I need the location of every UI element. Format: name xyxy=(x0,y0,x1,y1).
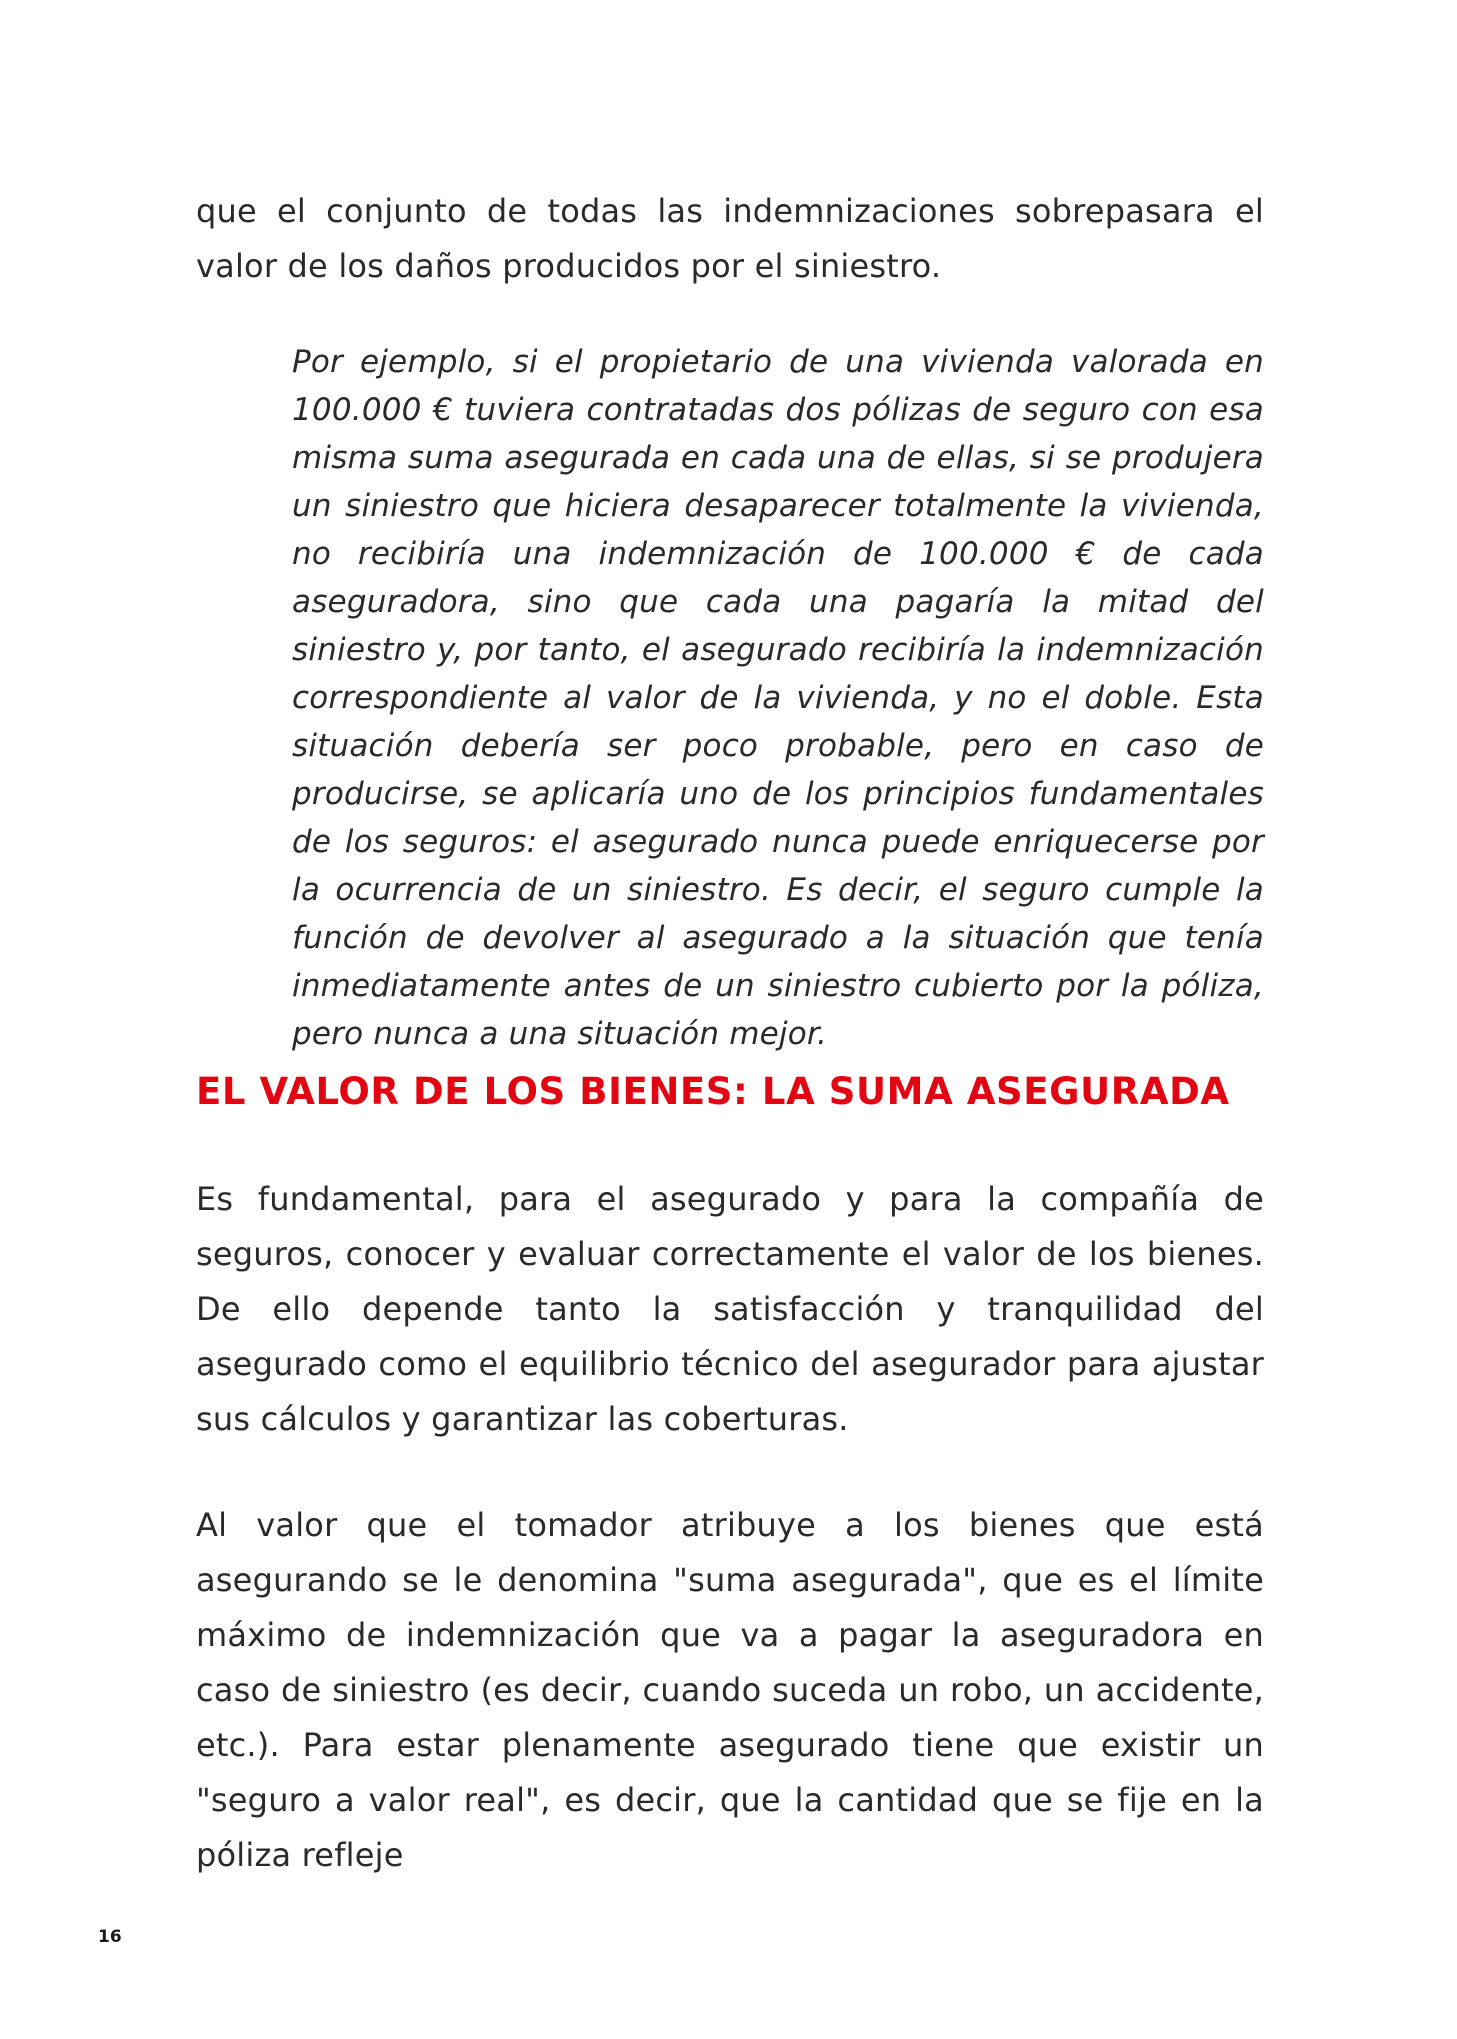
page-number: 16 xyxy=(98,1927,122,1947)
body-paragraph-2: Al valor que el tomador atribuye a los bienes que está asegurando se le denomina "suma asegurada", que es el límite máximo de indemnización que va a pagar la aseguradora en caso de siniestro (es decir, cuando suceda un robo, un accidente, etc.). Para estar plenamente asegurado tiene que existir un "seguro a valor real", es decir, que la cantidad que se fije en la póliza refleje xyxy=(196,1506,1264,1874)
example-paragraph: Por ejemplo, si el propietario de una vivienda valorada en 100.000 € tuviera contratadas dos pólizas de seguro con esa misma suma asegurada en cada una de ellas, si se produjera un siniestro que hiciera desaparecer totalmente la vivienda, no recibiría una indemnización de 100.000 € de cada aseguradora, sino que cada una pagaría la mitad del siniestro y, por tanto, el asegurado recibiría la indemnización correspondiente al valor de la vivienda, y no el doble. Esta situación debería ser poco probable, pero en caso de producirse, se aplicaría uno de los principios fundamentales de los seguros: el asegurado nunca puede enriquecerse por la ocurrencia de un siniestro. Es decir, el seguro cumple la función de devolver al asegurado a la situación que tenía inmediatamente antes de un siniestro cubierto por la póliza, pero nunca a una situación mejor. xyxy=(292,344,1264,1052)
section-title: EL VALOR DE LOS BIENES: LA SUMA ASEGURADA xyxy=(196,1070,1230,1113)
body-paragraph-1: Es fundamental, para el asegurado y para la compañía de seguros, conocer y evaluar correctamente el valor de los bienes. De ello depende tanto la satisfacción y tranquilidad del asegurado como el equilibrio técnico del asegurador para ajustar sus cálculos y garantizar las coberturas. xyxy=(196,1180,1264,1438)
intro-paragraph: que el conjunto de todas las indemnizaciones sobrepasara el valor de los daños producidos por el siniestro. xyxy=(196,192,1264,285)
